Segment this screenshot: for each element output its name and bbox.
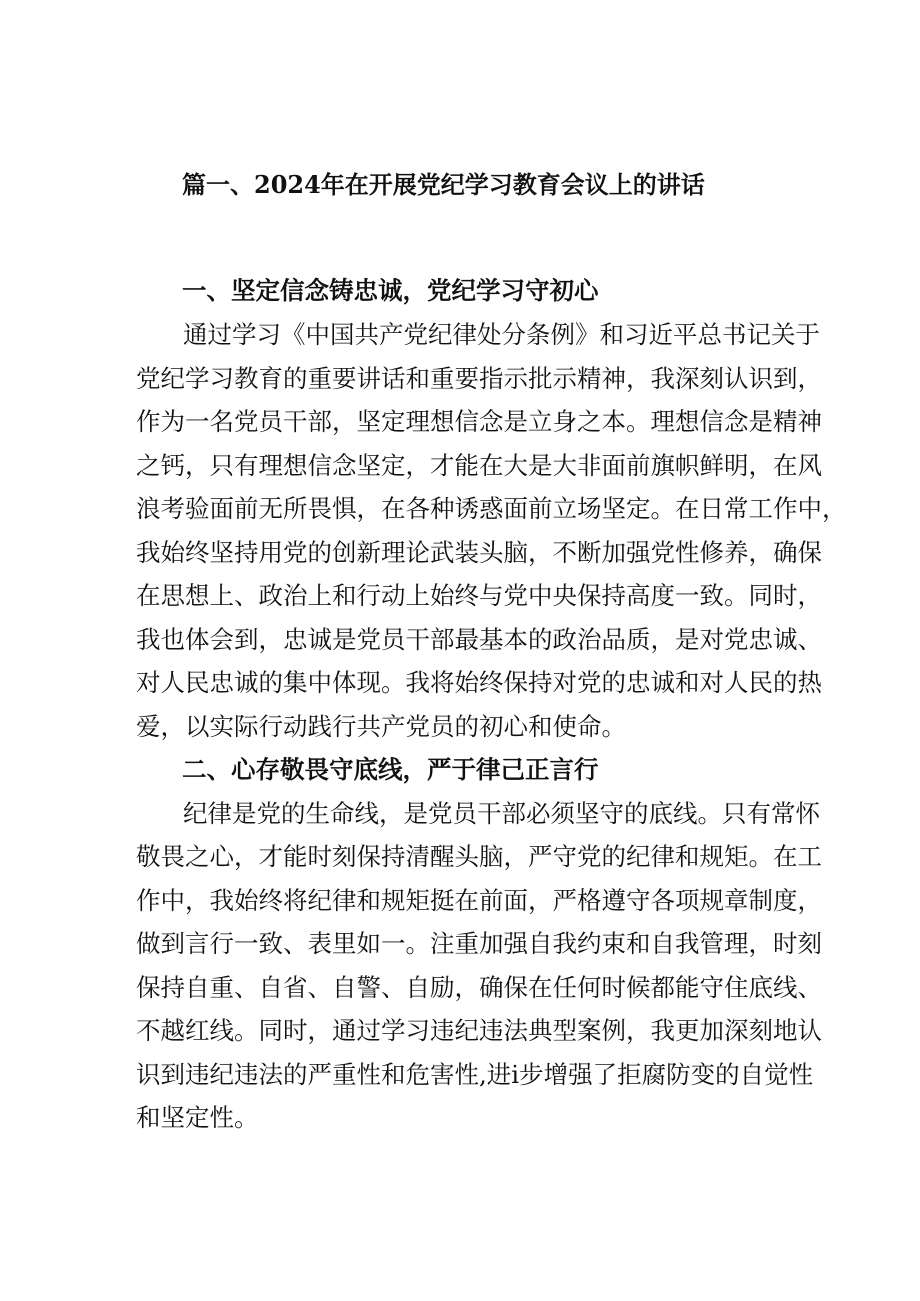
document-title: 篇一、2024年在开展党纪学习教育会议上的讲话 bbox=[182, 170, 705, 199]
paragraph-line: 作中，我始终将纪律和规矩挺在前面，严格遵守各项规章制度， bbox=[136, 886, 822, 915]
paragraph-line: 做到言行一致、表里如一。注重加强自我约束和自我管理，时刻 bbox=[136, 929, 822, 958]
paragraph-line: 我也体会到，忠诚是党员干部最基本的政治品质，是对党忠诚、 bbox=[136, 625, 822, 654]
paragraph-line: 作为一名党员干部，坚定理想信念是立身之本。理想信念是精神 bbox=[136, 407, 822, 436]
paragraph-line: 纪律是党的生命线，是党员干部必须坚守的底线。只有常怀 bbox=[183, 799, 820, 828]
paragraph-line: 浪考验面前无所畏惧，在各种诱惑面前立场坚定。在日常工作中， bbox=[136, 494, 847, 523]
paragraph-line: 对人民忠诚的集中体现。我将始终保持对党的忠诚和对人民的热 bbox=[136, 668, 822, 697]
paragraph-line: 爱，以实际行动践行共产党员的初心和使命。 bbox=[136, 712, 626, 741]
paragraph-line: 我始终坚持用党的创新理论武装头脑，不断加强党性修养，确保 bbox=[136, 538, 822, 567]
paragraph-line: 之钙，只有理想信念坚定，才能在大是大非面前旗帜鲜明，在风 bbox=[136, 451, 822, 480]
paragraph-line: 识到违纪违法的严重性和危害性,进i步增强了拒腐防变的自觉性 bbox=[136, 1060, 814, 1089]
paragraph-line: 敬畏之心，才能时刻保持清醒头脑，严守党的纪律和规矩。在工 bbox=[136, 842, 822, 871]
paragraph-line: 党纪学习教育的重要讲话和重要指示批示精神，我深刻认识到， bbox=[136, 364, 822, 393]
paragraph-line: 在思想上、政治上和行动上始终与党中央保持高度一致。同时， bbox=[136, 581, 822, 610]
section-heading-1: 一、坚定信念铸忠诚，党纪学习守初心 bbox=[182, 276, 599, 305]
paragraph-line: 保持自重、自省、自警、自励，确保在任何时候都能守住底线、 bbox=[136, 973, 822, 1002]
paragraph-line: 和坚定性。 bbox=[136, 1103, 259, 1132]
paragraph-line: 不越红线。同时，通过学习违纪违法典型案例，我更加深刻地认 bbox=[136, 1016, 822, 1045]
section-heading-2: 二、心存敬畏守底线，严于律己正言行 bbox=[182, 755, 599, 784]
paragraph-line: 通过学习《中国共产党纪律处分条例》和习近平总书记关于 bbox=[183, 320, 820, 349]
